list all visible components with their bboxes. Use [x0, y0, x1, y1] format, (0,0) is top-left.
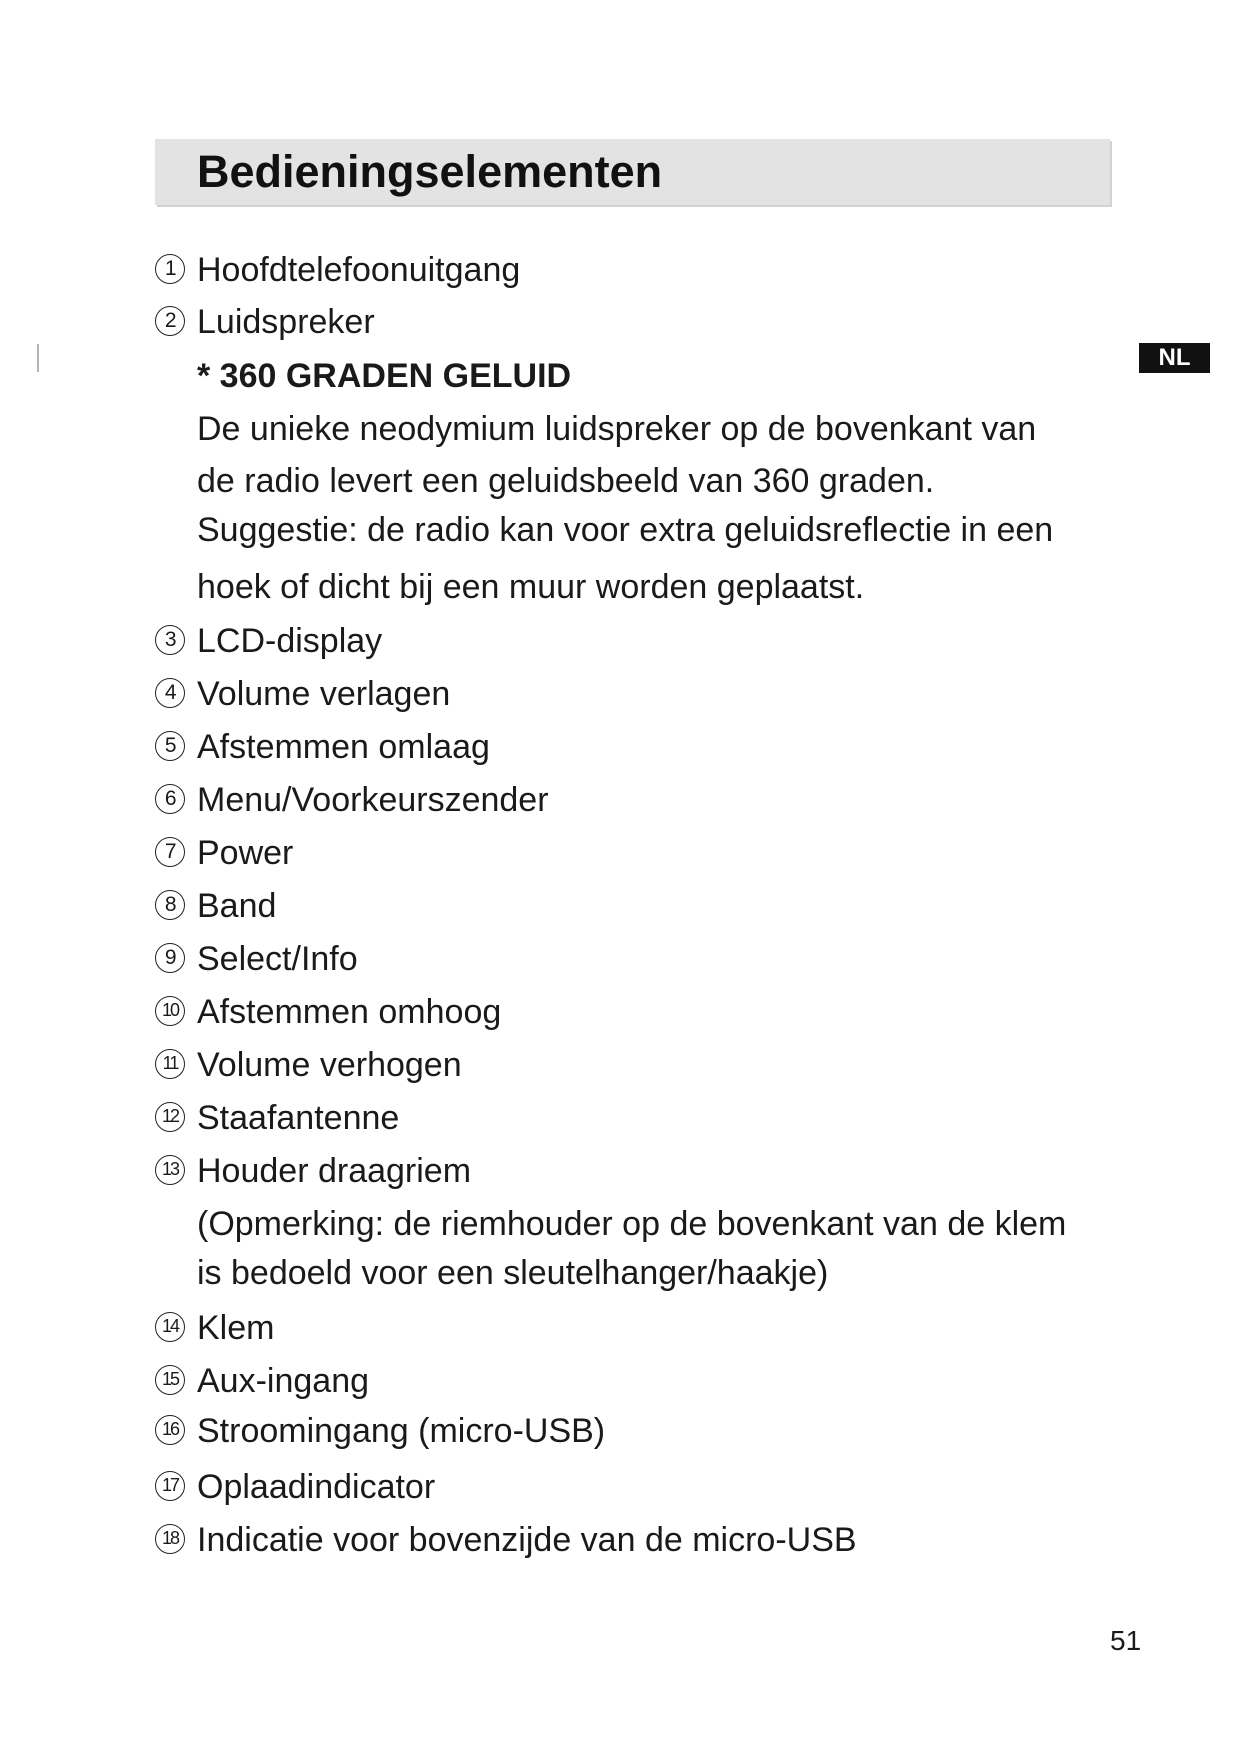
list-item-label: Aux-ingang [197, 1362, 370, 1400]
item-number-badge: 9 [155, 943, 185, 973]
list-item-label: Volume verlagen [197, 675, 451, 713]
margin-marker [37, 344, 39, 372]
page-title: Bedieningselementen [197, 146, 663, 197]
item-number-badge: 13 [155, 1155, 185, 1185]
item-number-badge: 10 [155, 996, 185, 1026]
list-item-label: Volume verhogen [197, 1046, 462, 1084]
strap-note-line: is bedoeld voor een sleutelhanger/haakje) [197, 1254, 829, 1292]
list-item-label: Select/Info [197, 940, 358, 978]
speaker-note-line: hoek of dicht bij een muur worden geplaatst. [197, 568, 865, 606]
item-number-badge: 1 [155, 254, 185, 284]
list-item-label: Stroomingang (micro-USB) [197, 1412, 606, 1450]
list-item-label: LCD-display [197, 622, 383, 660]
item-number-badge: 14 [155, 1312, 185, 1342]
list-item-label: Staafantenne [197, 1099, 400, 1137]
list-item-label: Afstemmen omhoog [197, 993, 502, 1031]
speaker-note-line: De unieke neodymium luidspreker op de bovenkant van [197, 410, 1037, 448]
item-number-badge: 6 [155, 784, 185, 814]
list-item-label: Menu/Voorkeurszender [197, 781, 549, 819]
section-header [155, 139, 1110, 205]
list-item-label: Band [197, 887, 277, 925]
item-number-badge: 11 [155, 1049, 185, 1079]
list-item-label: Power [197, 834, 294, 872]
item-number-badge: 15 [155, 1365, 185, 1395]
speaker-note-line: de radio levert een geluidsbeeld van 360 graden. [197, 462, 935, 500]
item-number-badge: 12 [155, 1102, 185, 1132]
list-item-label: Oplaadindicator [197, 1468, 436, 1506]
speaker-note-heading: * 360 GRADEN GELUID [197, 357, 572, 395]
list-item-label: Indicatie voor bovenzijde van de micro-USB [197, 1521, 857, 1559]
item-number-badge: 18 [155, 1524, 185, 1554]
item-number-badge: 4 [155, 678, 185, 708]
item-number-badge: 5 [155, 731, 185, 761]
list-item-label: Afstemmen omlaag [197, 728, 490, 766]
list-item-label: Klem [197, 1309, 275, 1347]
item-number-badge: 2 [155, 306, 185, 336]
item-number-badge: 7 [155, 837, 185, 867]
language-badge: NL [1139, 343, 1210, 373]
strap-note-line: (Opmerking: de riemhouder op de bovenkant van de klem [197, 1205, 1067, 1243]
list-item-label: Houder draagriem [197, 1152, 472, 1190]
page-number: 51 [1110, 1625, 1142, 1656]
list-item-label: Luidspreker [197, 303, 375, 341]
item-number-badge: 8 [155, 890, 185, 920]
list-item-label: Hoofdtelefoonuitgang [197, 251, 521, 289]
item-number-badge: 16 [155, 1415, 185, 1445]
speaker-note-line: Suggestie: de radio kan voor extra geluidsreflectie in een [197, 511, 1054, 549]
item-number-badge: 3 [155, 625, 185, 655]
item-number-badge: 17 [155, 1471, 185, 1501]
